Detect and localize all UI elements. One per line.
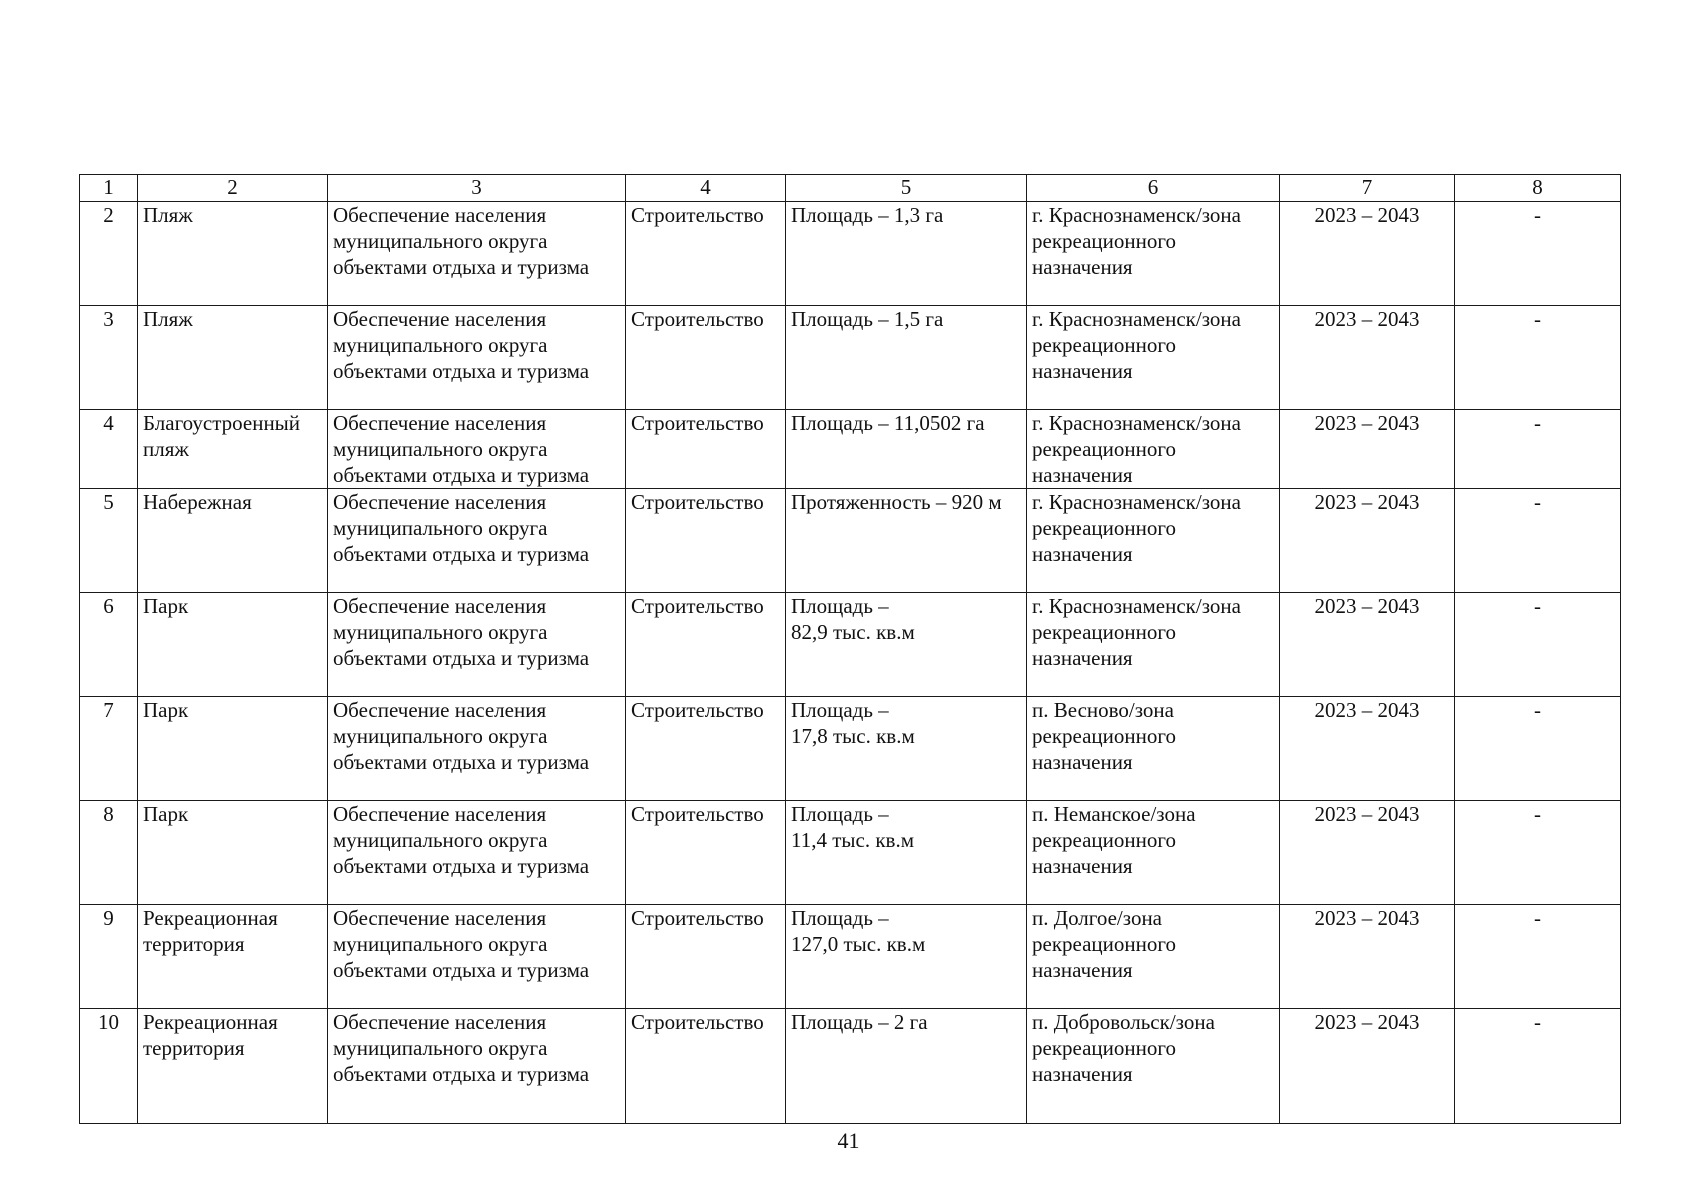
cell-work-type <box>626 1009 786 1124</box>
cell-note: - <box>1455 801 1621 905</box>
cell-parameters-line: 82,9 тыс. кв.м <box>791 620 915 644</box>
table-body <box>80 175 1621 1124</box>
cell-purpose <box>328 593 626 697</box>
cell-parameters-line: Площадь – 2 га <box>791 1010 928 1034</box>
cell-object-name-line: территория <box>143 1036 245 1060</box>
cell-purpose-line: объектами отдыха и туризма <box>333 463 590 487</box>
cell-purpose-line: Обеспечение населения <box>333 802 547 826</box>
cell-parameters <box>786 697 1027 801</box>
table-row <box>80 801 1621 905</box>
table-row <box>80 1009 1621 1124</box>
cell-parameters-line: Площадь – <box>791 698 889 722</box>
cell-parameters <box>786 489 1027 593</box>
cell-parameters <box>786 202 1027 306</box>
cell-location-line: назначения <box>1032 854 1133 878</box>
cell-location-line: назначения <box>1032 542 1133 566</box>
cell-note: - <box>1455 1009 1621 1124</box>
cell-purpose-line: объектами отдыха и туризма <box>333 750 590 774</box>
cell-work-type <box>626 410 786 489</box>
cell-note: - <box>1455 306 1621 410</box>
cell-parameters-line: Площадь – 1,3 га <box>791 203 944 227</box>
cell-work-type-line: Строительство <box>631 906 764 930</box>
cell-purpose-line: объектами отдыха и туризма <box>333 958 590 982</box>
cell-parameters <box>786 306 1027 410</box>
cell-object-name-line: Благоустроенный <box>143 411 301 435</box>
cell-location-line: назначения <box>1032 255 1133 279</box>
header-row <box>80 175 1621 202</box>
cell-work-type-line: Строительство <box>631 594 764 618</box>
cell-purpose <box>328 905 626 1009</box>
cell-work-type-line: Строительство <box>631 411 764 435</box>
cell-object-name-line: Парк <box>143 594 189 618</box>
cell-period: 2023 – 2043 <box>1280 593 1455 697</box>
cell-parameters <box>786 801 1027 905</box>
cell-location-line: п. Долгое/зона <box>1032 906 1162 930</box>
cell-work-type <box>626 489 786 593</box>
cell-work-type-line: Строительство <box>631 1010 764 1034</box>
cell-purpose-line: Обеспечение населения <box>333 698 547 722</box>
header-cell-7: 7 <box>1280 175 1455 202</box>
cell-work-type-line: Строительство <box>631 698 764 722</box>
cell-period: 2023 – 2043 <box>1280 697 1455 801</box>
cell-parameters-line: 17,8 тыс. кв.м <box>791 724 915 748</box>
cell-object-name-line: Пляж <box>143 307 193 331</box>
table-row <box>80 489 1621 593</box>
cell-location-line: назначения <box>1032 359 1133 383</box>
cell-location-line: рекреационного <box>1032 229 1176 253</box>
cell-note: - <box>1455 593 1621 697</box>
cell-purpose-line: объектами отдыха и туризма <box>333 854 590 878</box>
cell-location <box>1027 410 1280 489</box>
cell-parameters-line: Площадь – <box>791 802 889 826</box>
cell-location-line: г. Краснознаменск/зона <box>1032 307 1241 331</box>
cell-note: - <box>1455 410 1621 489</box>
cell-location-line: рекреационного <box>1032 437 1176 461</box>
table-row <box>80 593 1621 697</box>
cell-parameters <box>786 1009 1027 1124</box>
cell-location-line: г. Краснознаменск/зона <box>1032 490 1241 514</box>
cell-location-line: г. Краснознаменск/зона <box>1032 411 1241 435</box>
cell-location <box>1027 306 1280 410</box>
cell-purpose-line: муниципального округа <box>333 1036 548 1060</box>
cell-location-line: г. Краснознаменск/зона <box>1032 594 1241 618</box>
header-cell-8: 8 <box>1455 175 1621 202</box>
cell-purpose-line: объектами отдыха и туризма <box>333 255 590 279</box>
table-row <box>80 202 1621 306</box>
cell-object-name <box>138 801 328 905</box>
cell-parameters <box>786 905 1027 1009</box>
cell-object-name-line: Набережная <box>143 490 252 514</box>
header-cell-6: 6 <box>1027 175 1280 202</box>
cell-parameters-line: Площадь – <box>791 594 889 618</box>
cell-number: 5 <box>80 489 138 593</box>
cell-number: 8 <box>80 801 138 905</box>
cell-location-line: рекреационного <box>1032 724 1176 748</box>
cell-number: 3 <box>80 306 138 410</box>
cell-purpose-line: муниципального округа <box>333 932 548 956</box>
cell-note: - <box>1455 697 1621 801</box>
cell-work-type <box>626 202 786 306</box>
cell-purpose-line: муниципального округа <box>333 333 548 357</box>
cell-purpose-line: муниципального округа <box>333 828 548 852</box>
cell-parameters-line: Протяженность – 920 м <box>791 490 1002 514</box>
cell-location-line: п. Весново/зона <box>1032 698 1174 722</box>
cell-work-type <box>626 697 786 801</box>
cell-location-line: назначения <box>1032 1062 1133 1086</box>
cell-purpose <box>328 1009 626 1124</box>
cell-location <box>1027 801 1280 905</box>
cell-note: - <box>1455 905 1621 1009</box>
cell-location-line: назначения <box>1032 646 1133 670</box>
cell-location <box>1027 202 1280 306</box>
cell-location-line: рекреационного <box>1032 1036 1176 1060</box>
page-number: 41 <box>837 1128 860 1153</box>
cell-location-line: назначения <box>1032 958 1133 982</box>
cell-location-line: назначения <box>1032 463 1133 487</box>
cell-location-line: рекреационного <box>1032 620 1176 644</box>
cell-parameters <box>786 410 1027 489</box>
cell-location <box>1027 489 1280 593</box>
cell-work-type-line: Строительство <box>631 307 764 331</box>
header-cell-3: 3 <box>328 175 626 202</box>
cell-purpose-line: муниципального округа <box>333 516 548 540</box>
cell-location-line: рекреационного <box>1032 932 1176 956</box>
cell-object-name <box>138 306 328 410</box>
cell-object-name-line: Пляж <box>143 203 193 227</box>
cell-purpose-line: Обеспечение населения <box>333 411 547 435</box>
cell-work-type-line: Строительство <box>631 802 764 826</box>
cell-parameters-line: Площадь – 11,0502 га <box>791 411 985 435</box>
cell-object-name-line: Рекреационная <box>143 906 278 930</box>
cell-parameters-line: 11,4 тыс. кв.м <box>791 828 914 852</box>
cell-object-name <box>138 1009 328 1124</box>
cell-location <box>1027 1009 1280 1124</box>
cell-number: 7 <box>80 697 138 801</box>
cell-object-name-line: территория <box>143 932 245 956</box>
cell-object-name-line: Парк <box>143 698 189 722</box>
cell-purpose <box>328 697 626 801</box>
cell-period: 2023 – 2043 <box>1280 202 1455 306</box>
cell-purpose-line: Обеспечение населения <box>333 906 547 930</box>
cell-number: 4 <box>80 410 138 489</box>
header-cell-1: 1 <box>80 175 138 202</box>
cell-parameters-line: Площадь – 1,5 га <box>791 307 944 331</box>
header-cell-2: 2 <box>138 175 328 202</box>
cell-parameters <box>786 593 1027 697</box>
cell-work-type <box>626 593 786 697</box>
cell-location <box>1027 593 1280 697</box>
cell-number: 6 <box>80 593 138 697</box>
cell-purpose-line: объектами отдыха и туризма <box>333 646 590 670</box>
cell-location <box>1027 905 1280 1009</box>
cell-number: 9 <box>80 905 138 1009</box>
objects-table <box>79 174 1621 1124</box>
cell-parameters-line: Площадь – <box>791 906 889 930</box>
cell-purpose-line: Обеспечение населения <box>333 1010 547 1034</box>
cell-object-name <box>138 202 328 306</box>
cell-purpose-line: Обеспечение населения <box>333 307 547 331</box>
cell-location-line: п. Добровольск/зона <box>1032 1010 1215 1034</box>
table-row <box>80 410 1621 489</box>
cell-object-name <box>138 593 328 697</box>
cell-period: 2023 – 2043 <box>1280 801 1455 905</box>
cell-purpose-line: муниципального округа <box>333 724 548 748</box>
cell-purpose-line: объектами отдыха и туризма <box>333 359 590 383</box>
cell-object-name-line: Рекреационная <box>143 1010 278 1034</box>
cell-work-type <box>626 801 786 905</box>
cell-object-name <box>138 489 328 593</box>
table-row <box>80 697 1621 801</box>
cell-object-name-line: пляж <box>143 437 189 461</box>
cell-work-type-line: Строительство <box>631 490 764 514</box>
cell-purpose-line: муниципального округа <box>333 437 548 461</box>
cell-period: 2023 – 2043 <box>1280 306 1455 410</box>
cell-period: 2023 – 2043 <box>1280 489 1455 593</box>
cell-object-name <box>138 697 328 801</box>
cell-location-line: п. Неманское/зона <box>1032 802 1196 826</box>
cell-location-line: рекреационного <box>1032 828 1176 852</box>
cell-parameters-line: 127,0 тыс. кв.м <box>791 932 926 956</box>
cell-purpose-line: Обеспечение населения <box>333 490 547 514</box>
cell-period: 2023 – 2043 <box>1280 1009 1455 1124</box>
cell-purpose-line: муниципального округа <box>333 620 548 644</box>
table-row <box>80 905 1621 1009</box>
cell-purpose-line: Обеспечение населения <box>333 203 547 227</box>
cell-location-line: рекреационного <box>1032 516 1176 540</box>
cell-object-name <box>138 905 328 1009</box>
cell-object-name-line: Парк <box>143 802 189 826</box>
header-cell-4: 4 <box>626 175 786 202</box>
cell-location-line: рекреационного <box>1032 333 1176 357</box>
cell-purpose-line: Обеспечение населения <box>333 594 547 618</box>
cell-location-line: г. Краснознаменск/зона <box>1032 203 1241 227</box>
cell-purpose <box>328 202 626 306</box>
cell-work-type-line: Строительство <box>631 203 764 227</box>
cell-work-type <box>626 306 786 410</box>
cell-number: 10 <box>80 1009 138 1124</box>
cell-purpose <box>328 410 626 489</box>
cell-purpose-line: объектами отдыха и туризма <box>333 1062 590 1086</box>
cell-purpose-line: объектами отдыха и туризма <box>333 542 590 566</box>
cell-period: 2023 – 2043 <box>1280 410 1455 489</box>
table-row <box>80 306 1621 410</box>
cell-number: 2 <box>80 202 138 306</box>
cell-object-name <box>138 410 328 489</box>
cell-period: 2023 – 2043 <box>1280 905 1455 1009</box>
cell-note: - <box>1455 489 1621 593</box>
cell-purpose <box>328 801 626 905</box>
cell-purpose-line: муниципального округа <box>333 229 548 253</box>
cell-purpose <box>328 306 626 410</box>
cell-note: - <box>1455 202 1621 306</box>
header-cell-5: 5 <box>786 175 1027 202</box>
cell-work-type <box>626 905 786 1009</box>
cell-location <box>1027 697 1280 801</box>
cell-purpose <box>328 489 626 593</box>
cell-location-line: назначения <box>1032 750 1133 774</box>
